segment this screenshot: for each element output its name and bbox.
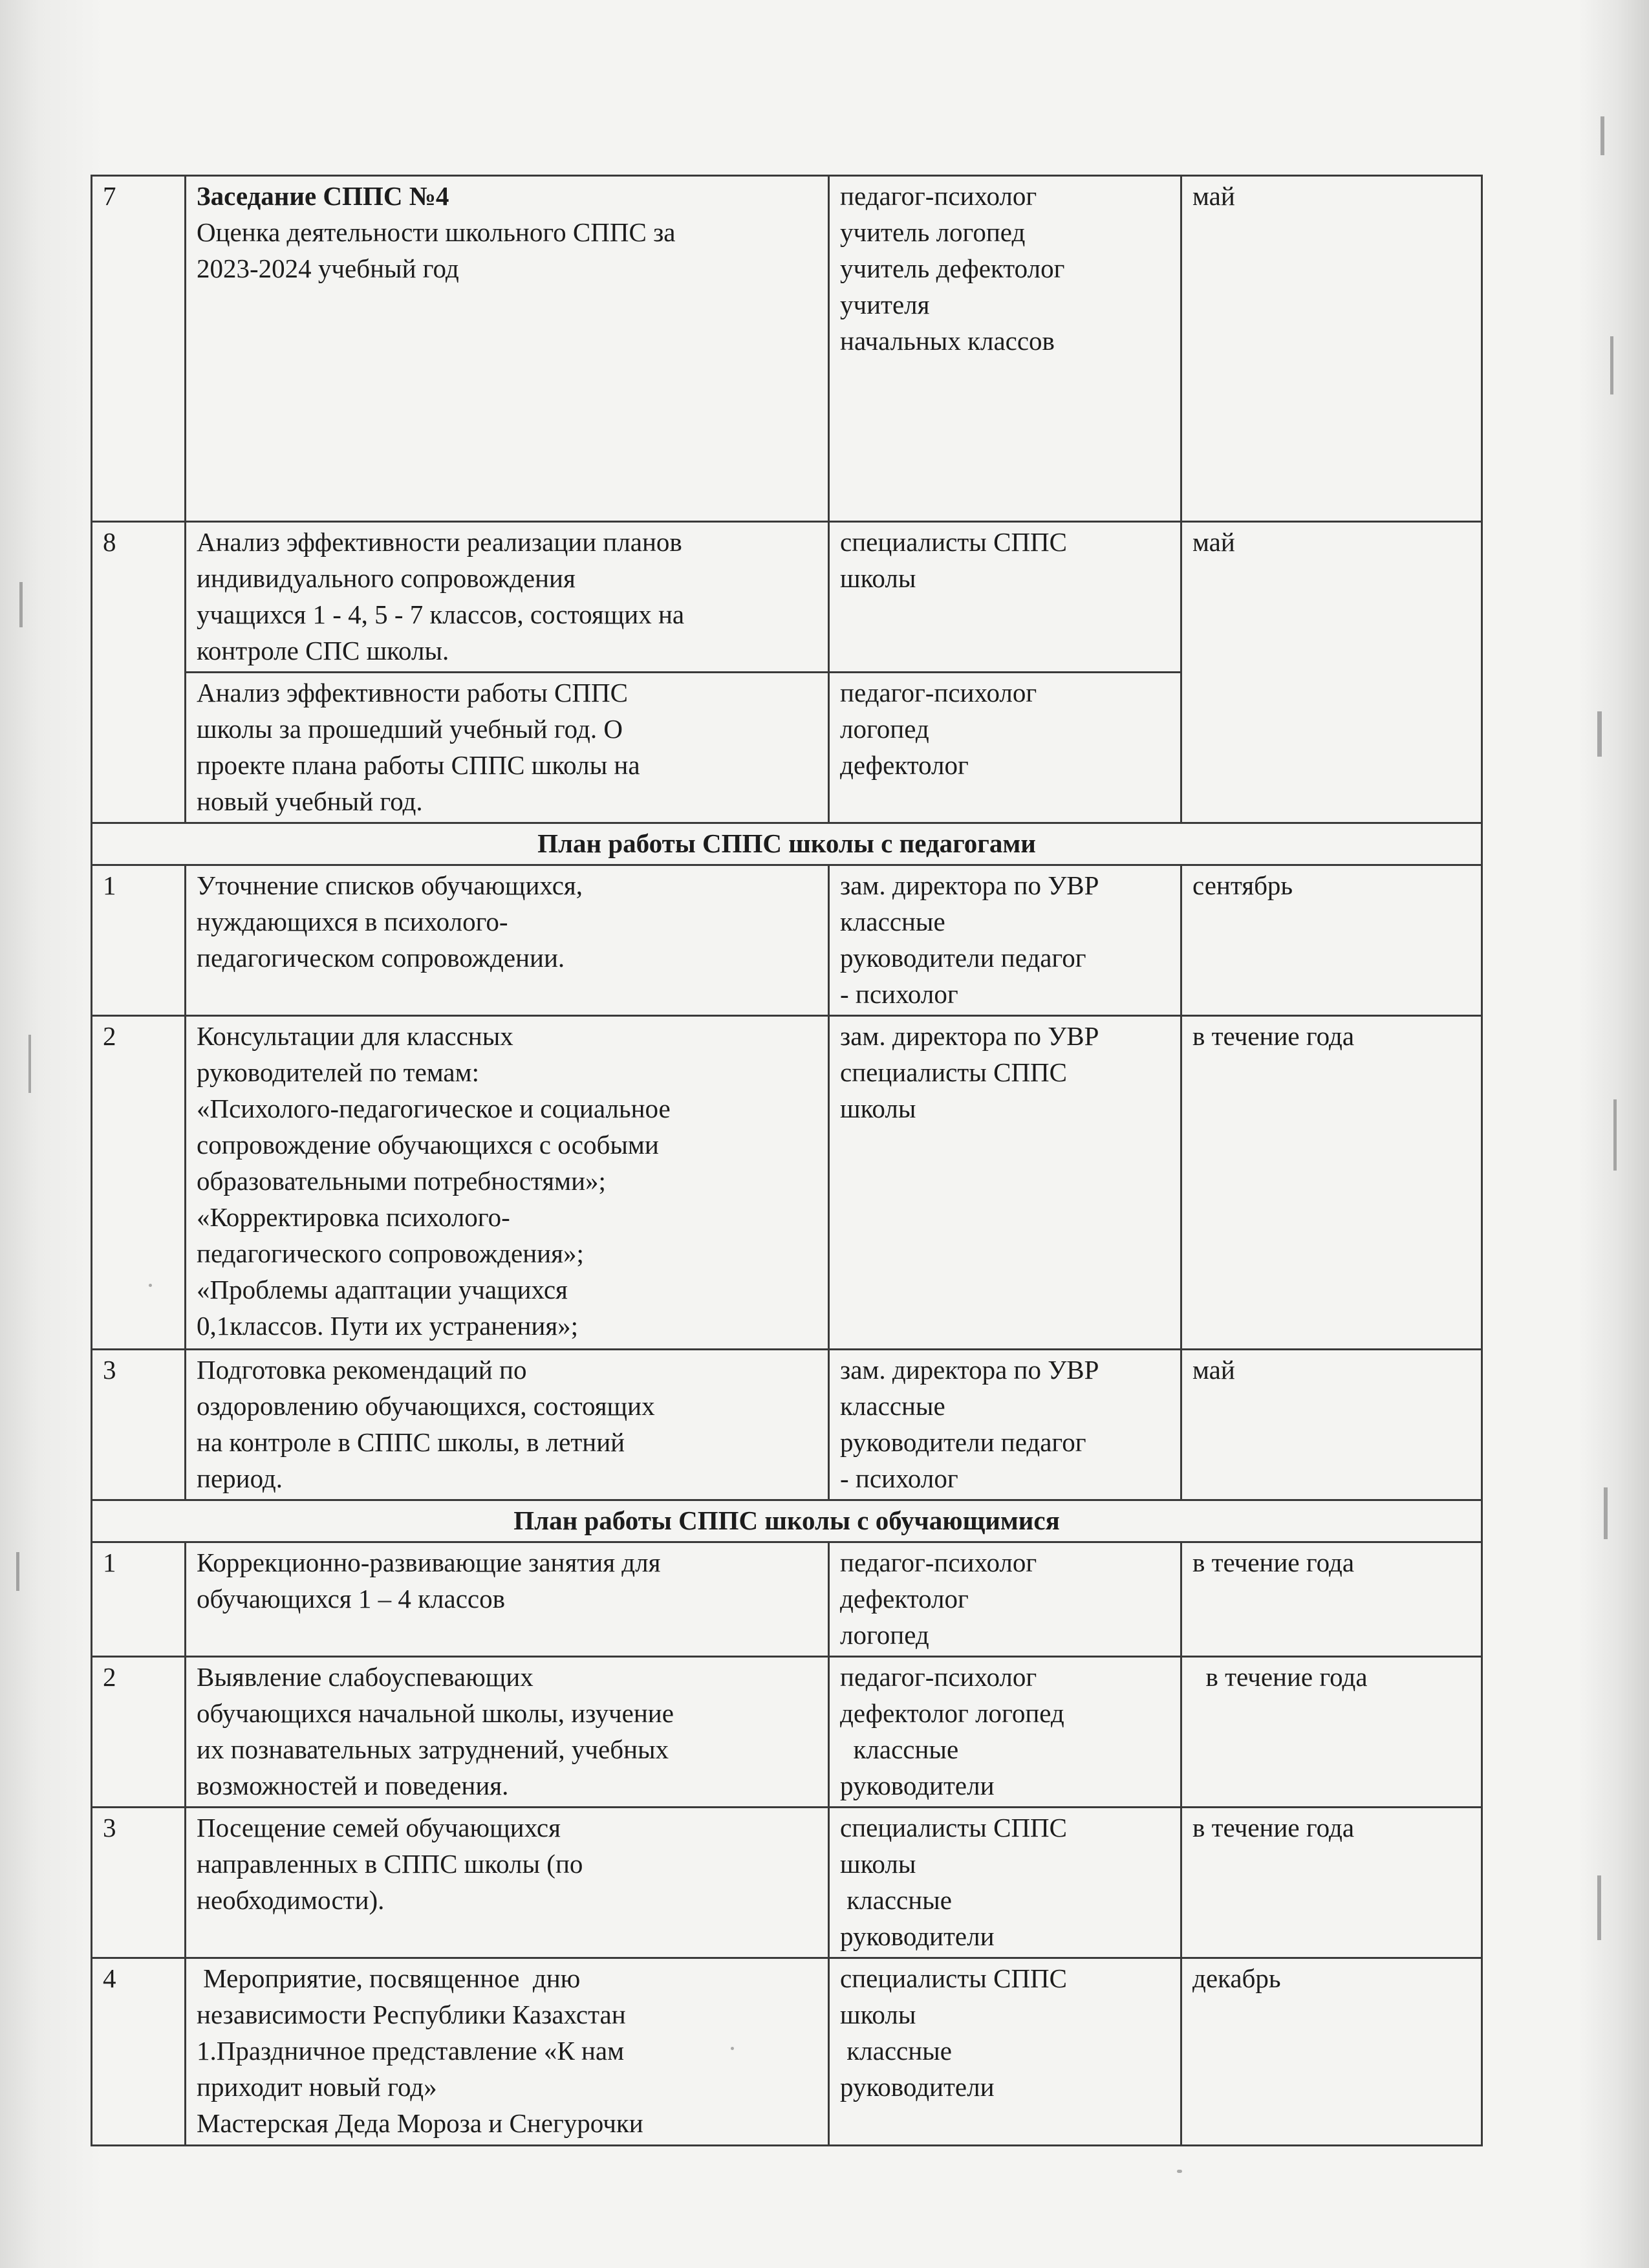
date-line: в течение года	[1192, 1662, 1368, 1692]
event-line: 0,1классов. Пути их устранения»;	[197, 1311, 579, 1341]
event-line: учащихся 1 - 4, 5 - 7 классов, состоящих на	[197, 599, 685, 629]
responsible-line: специалисты СППС	[840, 1057, 1068, 1087]
table-row	[92, 1542, 1482, 1657]
table-row	[92, 1016, 1482, 1350]
scan-artifact	[16, 1552, 19, 1591]
responsible-line: учитель логопед	[840, 217, 1026, 247]
row-number: 2	[92, 1016, 186, 1350]
event-line: педагогическом сопровождении.	[197, 943, 565, 973]
event-cell	[186, 865, 829, 1016]
table-row	[92, 865, 1482, 1016]
event-line: проекте плана работы СППС школы на	[197, 750, 640, 780]
section-header-row	[92, 1500, 1482, 1542]
scan-artifact	[1177, 2170, 1182, 2173]
responsible-line: зам. директора по УВР	[840, 1355, 1099, 1385]
table-row	[92, 1657, 1482, 1808]
event-line: Анализ эффективности работы СППС	[197, 678, 628, 707]
responsible-line: школы	[840, 2000, 916, 2029]
event-line: Коррекционно-развивающие занятия для	[197, 1548, 661, 1577]
date-cell	[1181, 1542, 1482, 1657]
responsible-cell	[829, 1958, 1181, 2146]
event-cell	[186, 1657, 829, 1808]
event-line: «Проблемы адаптации учащихся	[197, 1275, 568, 1304]
responsible-line: дефектолог	[840, 1584, 969, 1614]
event-line: школы за прошедший учебный год. О	[197, 714, 623, 744]
event-line: образовательными потребностями»;	[197, 1166, 606, 1196]
responsible-line: школы	[840, 1094, 916, 1123]
section-title-teachers: План работы СППС школы с педагогами	[92, 823, 1482, 865]
responsible-cell	[829, 1657, 1181, 1808]
responsible-line: логопед	[840, 1620, 929, 1650]
section-title-students: План работы СППС школы с обучающимися	[92, 1500, 1482, 1542]
event-line: 1.Праздничное представление «К нам	[197, 2036, 625, 2066]
event-line: руководителей по темам:	[197, 1057, 479, 1087]
row-number: 7	[92, 176, 186, 522]
date-line: сентябрь	[1192, 870, 1293, 900]
table-row	[92, 522, 1482, 673]
responsible-line: руководители педагог	[840, 1427, 1086, 1457]
event-line: на контроле в СППС школы, в летний	[197, 1427, 625, 1457]
event-line: возможностей и поведения.	[197, 1771, 509, 1800]
table-row	[92, 176, 1482, 522]
event-line: обучающихся 1 – 4 классов	[197, 1584, 505, 1614]
event-line: Выявление слабоуспевающих	[197, 1662, 534, 1692]
meeting-title: Заседание СППС №4	[197, 181, 449, 211]
scan-artifact	[1613, 1099, 1617, 1171]
event-line: Мастерская Деда Мороза и Снегурочки	[197, 2108, 643, 2138]
event-line: педагогического сопровождения»;	[197, 1238, 584, 1268]
scan-artifact	[1600, 116, 1604, 155]
responsible-line: классные	[840, 1734, 959, 1764]
date-cell	[1181, 865, 1482, 1016]
responsible-line: зам. директора по УВР	[840, 1021, 1099, 1051]
event-line: Анализ эффективности реализации планов	[197, 527, 682, 557]
date-cell	[1181, 1657, 1482, 1808]
responsible-line: специалисты СППС	[840, 527, 1068, 557]
responsible-line: руководители	[840, 2072, 995, 2102]
date-cell	[1181, 522, 1482, 823]
event-line: «Психолого-педагогическое и социальное	[197, 1094, 671, 1123]
event-line: Посещение семей обучающихся	[197, 1813, 561, 1842]
responsible-line: классные	[840, 1885, 952, 1915]
responsible-line: классные	[840, 1391, 945, 1421]
responsible-line: специалисты СППС	[840, 1813, 1068, 1842]
event-line: «Корректировка психолого-	[197, 1202, 510, 1232]
event-cell	[186, 1542, 829, 1657]
event-cell	[186, 1350, 829, 1500]
scan-artifact	[1604, 1487, 1608, 1539]
responsible-line: педагог-психолог	[840, 678, 1037, 707]
scan-artifact	[1597, 711, 1602, 757]
date-line: май	[1192, 527, 1235, 557]
date-line: в течение года	[1192, 1548, 1355, 1577]
event-cell	[186, 1016, 829, 1350]
row-number: 8	[92, 522, 186, 823]
event-line: Уточнение списков обучающихся,	[197, 870, 583, 900]
responsible-line: педагог-психолог	[840, 181, 1037, 211]
table-row	[92, 1350, 1482, 1500]
date-cell	[1181, 1350, 1482, 1500]
date-line: май	[1192, 1355, 1235, 1385]
event-line: независимости Республики Казахстан	[197, 2000, 626, 2029]
scan-artifact	[28, 1035, 31, 1093]
responsible-line: руководители	[840, 1921, 995, 1951]
scan-artifact	[19, 582, 23, 627]
event-line: Мероприятие, посвященное дню	[197, 1963, 581, 1993]
table-row	[92, 1808, 1482, 1958]
event-cell	[186, 1808, 829, 1958]
date-line: в течение года	[1192, 1813, 1355, 1842]
row-number: 4	[92, 1958, 186, 2146]
event-line: новый учебный год.	[197, 786, 423, 816]
responsible-line: руководители	[840, 1771, 995, 1800]
responsible-line: начальных классов	[840, 326, 1055, 356]
event-line: период.	[197, 1463, 283, 1493]
table-row	[92, 1958, 1482, 2146]
event-line: необходимости).	[197, 1885, 385, 1915]
responsible-line: руководители педагог	[840, 943, 1086, 973]
event-line: сопровождение обучающихся с особыми	[197, 1130, 659, 1160]
event-line: оздоровлению обучающихся, состоящих	[197, 1391, 655, 1421]
event-line: индивидуального сопровождения	[197, 563, 576, 593]
responsible-cell	[829, 1808, 1181, 1958]
responsible-line: педагог-психолог	[840, 1548, 1037, 1577]
responsible-line: классные	[840, 2036, 952, 2066]
event-line: Оценка деятельности школьного СППС за	[197, 217, 676, 247]
responsible-line: школы	[840, 563, 916, 593]
event-cell	[186, 176, 829, 522]
scan-artifact	[1597, 1875, 1601, 1940]
responsible-line: педагог-психолог	[840, 1662, 1037, 1692]
event-cell	[186, 522, 829, 673]
responsible-line: дефектолог логопед	[840, 1698, 1064, 1728]
date-cell	[1181, 176, 1482, 522]
responsible-line: зам. директора по УВР	[840, 870, 1099, 900]
date-cell	[1181, 1958, 1482, 2146]
section-header-row	[92, 823, 1482, 865]
responsible-cell	[829, 1016, 1181, 1350]
responsible-line: - психолог	[840, 1463, 958, 1493]
date-line: в течение года	[1192, 1021, 1355, 1051]
row-number: 1	[92, 1542, 186, 1657]
responsible-line: классные	[840, 907, 945, 936]
event-line: Подготовка рекомендаций по	[197, 1355, 527, 1385]
event-line: 2023-2024 учебный год	[197, 254, 459, 283]
responsible-cell	[829, 1350, 1181, 1500]
responsible-cell	[829, 1542, 1181, 1657]
event-line: контроле СПС школы.	[197, 636, 449, 665]
responsible-cell	[829, 865, 1181, 1016]
row-number: 1	[92, 865, 186, 1016]
event-line: Консультации для классных	[197, 1021, 513, 1051]
work-plan-table	[91, 175, 1483, 2146]
row-number: 2	[92, 1657, 186, 1808]
date-cell	[1181, 1808, 1482, 1958]
responsible-line: - психолог	[840, 979, 958, 1009]
event-line: приходит новый год»	[197, 2072, 437, 2102]
event-line: обучающихся начальной школы, изучение	[197, 1698, 674, 1728]
responsible-line: учитель дефектолог	[840, 254, 1065, 283]
event-line: их познавательных затруднений, учебных	[197, 1734, 669, 1764]
event-cell	[186, 673, 829, 823]
event-line: направленных в СППС школы (по	[197, 1849, 583, 1879]
date-cell	[1181, 1016, 1482, 1350]
responsible-line: учителя	[840, 290, 930, 319]
responsible-line: школы	[840, 1849, 916, 1879]
responsible-cell	[829, 673, 1181, 823]
responsible-line: дефектолог	[840, 750, 969, 780]
responsible-cell	[829, 522, 1181, 673]
scan-artifact	[1610, 336, 1613, 394]
responsible-line: логопед	[840, 714, 929, 744]
date-line: май	[1192, 181, 1235, 211]
date-line: декабрь	[1192, 1963, 1281, 1993]
responsible-line: специалисты СППС	[840, 1963, 1068, 1993]
row-number: 3	[92, 1350, 186, 1500]
row-number: 3	[92, 1808, 186, 1958]
event-cell	[186, 1958, 829, 2146]
event-line: нуждающихся в психолого-	[197, 907, 508, 936]
responsible-cell	[829, 176, 1181, 522]
